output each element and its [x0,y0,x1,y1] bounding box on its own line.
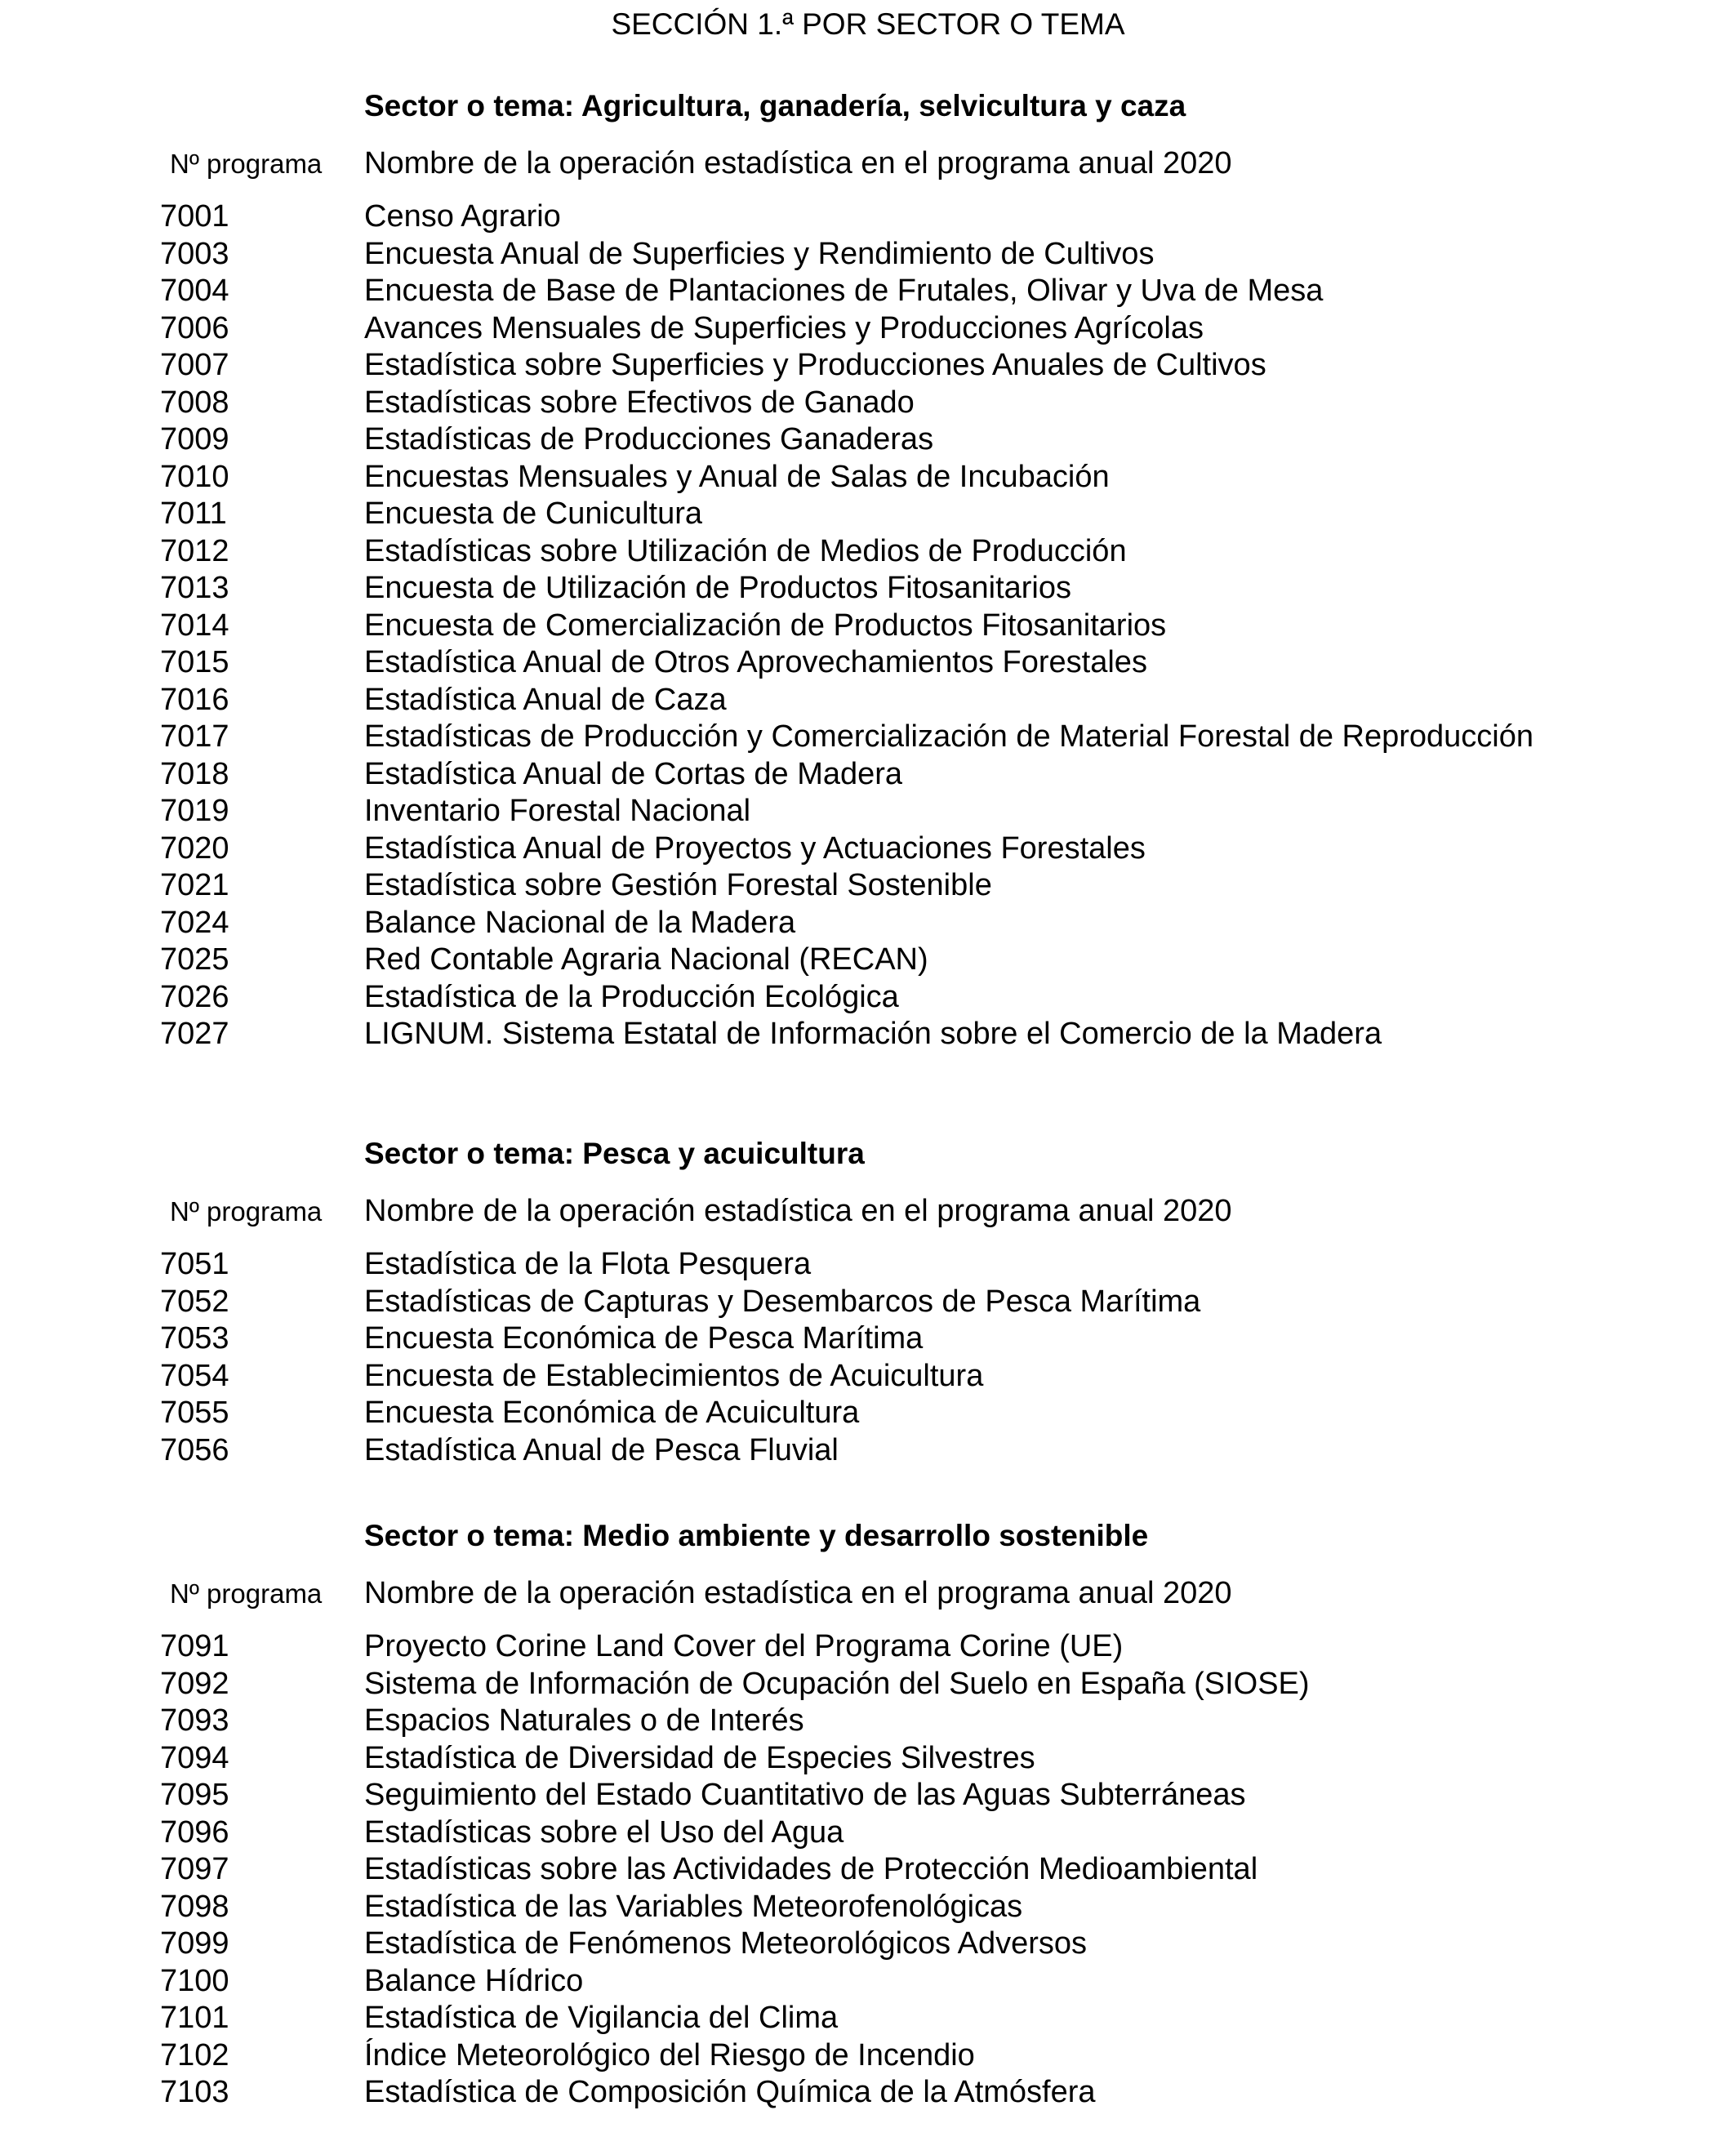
program-number: 7097 [160,1852,229,1886]
program-number: 7103 [160,2075,229,2109]
column-header-operation-name: Nombre de la operación estadística en el programa anual 2020 [364,146,1232,180]
program-list [160,198,1712,1053]
table-row [160,2037,1712,2075]
sector-heading: Sector o tema: Pesca y acuicultura [364,1137,865,1170]
operation-name: Sistema de Información de Ocupación del Suelo en España (SIOSE) [364,1666,1310,1701]
operation-name: Espacios Naturales o de Interés [364,1703,804,1738]
operation-name: Estadísticas sobre Utilización de Medios de Producción [364,533,1127,568]
program-list [160,1628,1712,2112]
operation-name: Estadística sobre Gestión Forestal Sostenible [364,868,992,902]
program-number: 7027 [160,1017,229,1051]
program-number: 7010 [160,459,229,494]
table-row [160,1246,1712,1284]
table-row [160,682,1712,719]
operation-name: Estadísticas de Producción y Comercialización de Material Forestal de Reproducción [364,719,1534,754]
operation-name: Encuesta de Establecimientos de Acuicultura [364,1358,984,1393]
operation-name: Estadísticas sobre el Uso del Agua [364,1814,844,1850]
program-number: 7055 [160,1396,229,1430]
program-number: 7011 [160,496,227,531]
program-number: 7052 [160,1284,229,1319]
program-number: 7018 [160,756,229,791]
program-number: 7098 [160,1889,229,1924]
sector-heading: Sector o tema: Agricultura, ganadería, selvicultura y caza [364,89,1186,122]
program-number: 7100 [160,1963,229,1998]
operation-name: Estadística Anual de Proyectos y Actuaciones Forestales [364,830,1146,866]
table-row [160,1358,1712,1396]
operation-name: Índice Meteorológico del Riesgo de Incendio [364,2037,975,2072]
program-number: 7091 [160,1629,229,1663]
table-row [160,496,1712,533]
operation-name: Estadísticas de Capturas y Desembarcos de Pesca Marítima [364,1284,1201,1319]
column-header-operation-name: Nombre de la operación estadística en el programa anual 2020 [364,1576,1232,1610]
table-row [160,830,1712,868]
program-number: 7096 [160,1814,229,1850]
sector-agricultura [160,86,1712,1053]
program-number: 7056 [160,1432,229,1467]
program-number: 7025 [160,942,229,977]
table-row [160,756,1712,794]
table-row [160,1320,1712,1358]
sector-medio-ambiente [160,1516,1712,2112]
table-row [160,1926,1712,1963]
operation-name: Estadística de la Flota Pesquera [364,1247,812,1281]
table-row [160,905,1712,942]
sector-pesca [160,1133,1712,1469]
operation-name: Estadísticas sobre Efectivos de Ganado [364,385,915,420]
table-row [160,236,1712,274]
sector-heading: Sector o tema: Medio ambiente y desarrollo sostenible [364,1519,1149,1552]
program-number: 7026 [160,979,229,1014]
program-number: 7024 [160,905,229,940]
program-number: 7008 [160,385,229,420]
program-number: 7019 [160,794,229,828]
column-header-program-number: Nº programa [170,1578,323,1609]
table-row [160,1395,1712,1432]
table-row [160,1703,1712,1740]
program-number: 7004 [160,274,229,308]
table-row [160,644,1712,682]
table-row [160,1432,1712,1470]
operation-name: Estadística sobre Superficies y Producciones Anuales de Cultivos [364,348,1266,382]
table-row [160,347,1712,385]
table-row [160,1666,1712,1703]
program-number: 7015 [160,645,229,679]
program-number: 7014 [160,608,229,643]
table-row [160,198,1712,236]
operation-name: Inventario Forestal Nacional [364,794,751,828]
column-header-row [160,143,1712,184]
table-row [160,310,1712,348]
program-number: 7007 [160,348,229,382]
operation-name: Seguimiento del Estado Cuantitativo de las Aguas Subterráneas [364,1778,1246,1812]
table-row [160,533,1712,571]
operation-name: Estadística Anual de Otros Aprovechamientos Forestales [364,645,1147,679]
operation-name: Estadística de Fenómenos Meteorológicos Adversos [364,1926,1088,1961]
program-number: 7020 [160,830,229,866]
program-number: 7054 [160,1358,229,1393]
table-row [160,979,1712,1017]
operation-name: Encuestas Mensuales y Anual de Salas de Incubación [364,459,1110,494]
operation-name: Estadística de Diversidad de Especies Silvestres [364,1740,1035,1775]
program-number: 7102 [160,2037,229,2072]
operation-name: Estadística de las Variables Meteorofenológicas [364,1889,1023,1924]
table-row [160,867,1712,905]
operation-name: Censo Agrario [364,199,561,234]
program-number: 7053 [160,1321,229,1356]
program-number: 7095 [160,1778,229,1812]
program-number: 7099 [160,1926,229,1961]
operation-name: Estadísticas de Producciones Ganaderas [364,422,934,456]
program-number: 7092 [160,1666,229,1701]
operation-name: Encuesta de Utilización de Productos Fitosanitarios [364,571,1072,605]
program-number: 7101 [160,2001,229,2035]
operation-name: Encuesta de Cunicultura [364,496,703,531]
column-header-operation-name: Nombre de la operación estadística en el programa anual 2020 [364,1194,1232,1228]
table-row [160,1740,1712,1778]
program-number: 7009 [160,422,229,456]
program-number: 7093 [160,1703,229,1738]
operation-name: Estadística Anual de Caza [364,682,727,717]
operation-name: Encuesta Anual de Superficies y Rendimiento de Cultivos [364,236,1155,271]
table-row [160,570,1712,608]
program-number: 7013 [160,571,229,605]
table-row [160,1889,1712,1926]
operation-name: Avances Mensuales de Superficies y Producciones Agrícolas [364,310,1204,345]
column-header-program-number: Nº programa [170,149,323,179]
program-number: 7051 [160,1247,229,1281]
operation-name: Estadística de Vigilancia del Clima [364,2001,839,2035]
program-number: 7017 [160,719,229,754]
operation-name: Balance Hídrico [364,1963,584,1998]
section-title-text: SECCIÓN 1.ª POR SECTOR O TEMA [611,7,1125,41]
table-row [160,2074,1712,2112]
program-number: 7003 [160,236,229,271]
operation-name: Encuesta de Comercialización de Productos Fitosanitarios [364,608,1167,643]
operation-name: Red Contable Agraria Nacional (RECAN) [364,942,928,977]
table-row [160,2000,1712,2037]
program-list [160,1246,1712,1469]
operation-name: Estadística Anual de Cortas de Madera [364,756,903,791]
table-row [160,942,1712,979]
table-row [160,421,1712,459]
table-row [160,1777,1712,1814]
table-row [160,608,1712,645]
table-row [160,1814,1712,1852]
program-number: 7001 [160,199,229,234]
operation-name: Estadísticas sobre las Actividades de Protección Medioambiental [364,1852,1258,1886]
table-row [160,1851,1712,1889]
column-header-program-number: Nº programa [170,1196,323,1227]
operation-name: LIGNUM. Sistema Estatal de Información sobre el Comercio de la Madera [364,1017,1382,1051]
program-number: 7016 [160,682,229,717]
operation-name: Estadística de Composición Química de la Atmósfera [364,2075,1096,2109]
operation-name: Estadística Anual de Pesca Fluvial [364,1432,839,1467]
operation-name: Encuesta de Base de Plantaciones de Frutales, Olivar y Uva de Mesa [364,274,1324,308]
program-number: 7021 [160,868,229,902]
table-row [160,385,1712,422]
table-row [160,273,1712,310]
operation-name: Estadística de la Producción Ecológica [364,979,899,1014]
table-row [160,459,1712,496]
column-header-row [160,1573,1712,1614]
table-row [160,719,1712,756]
program-number: 7094 [160,1740,229,1775]
operation-name: Encuesta Económica de Acuicultura [364,1396,860,1430]
table-row [160,1963,1712,2001]
section-title [0,4,1736,45]
column-header-row [160,1191,1712,1231]
table-row [160,1016,1712,1053]
table-row [160,1628,1712,1666]
operation-name: Encuesta Económica de Pesca Marítima [364,1321,924,1356]
program-number: 7006 [160,310,229,345]
operation-name: Balance Nacional de la Madera [364,905,796,940]
table-row [160,1284,1712,1321]
program-number: 7012 [160,533,229,568]
operation-name: Proyecto Corine Land Cover del Programa Corine (UE) [364,1629,1124,1663]
table-row [160,793,1712,830]
